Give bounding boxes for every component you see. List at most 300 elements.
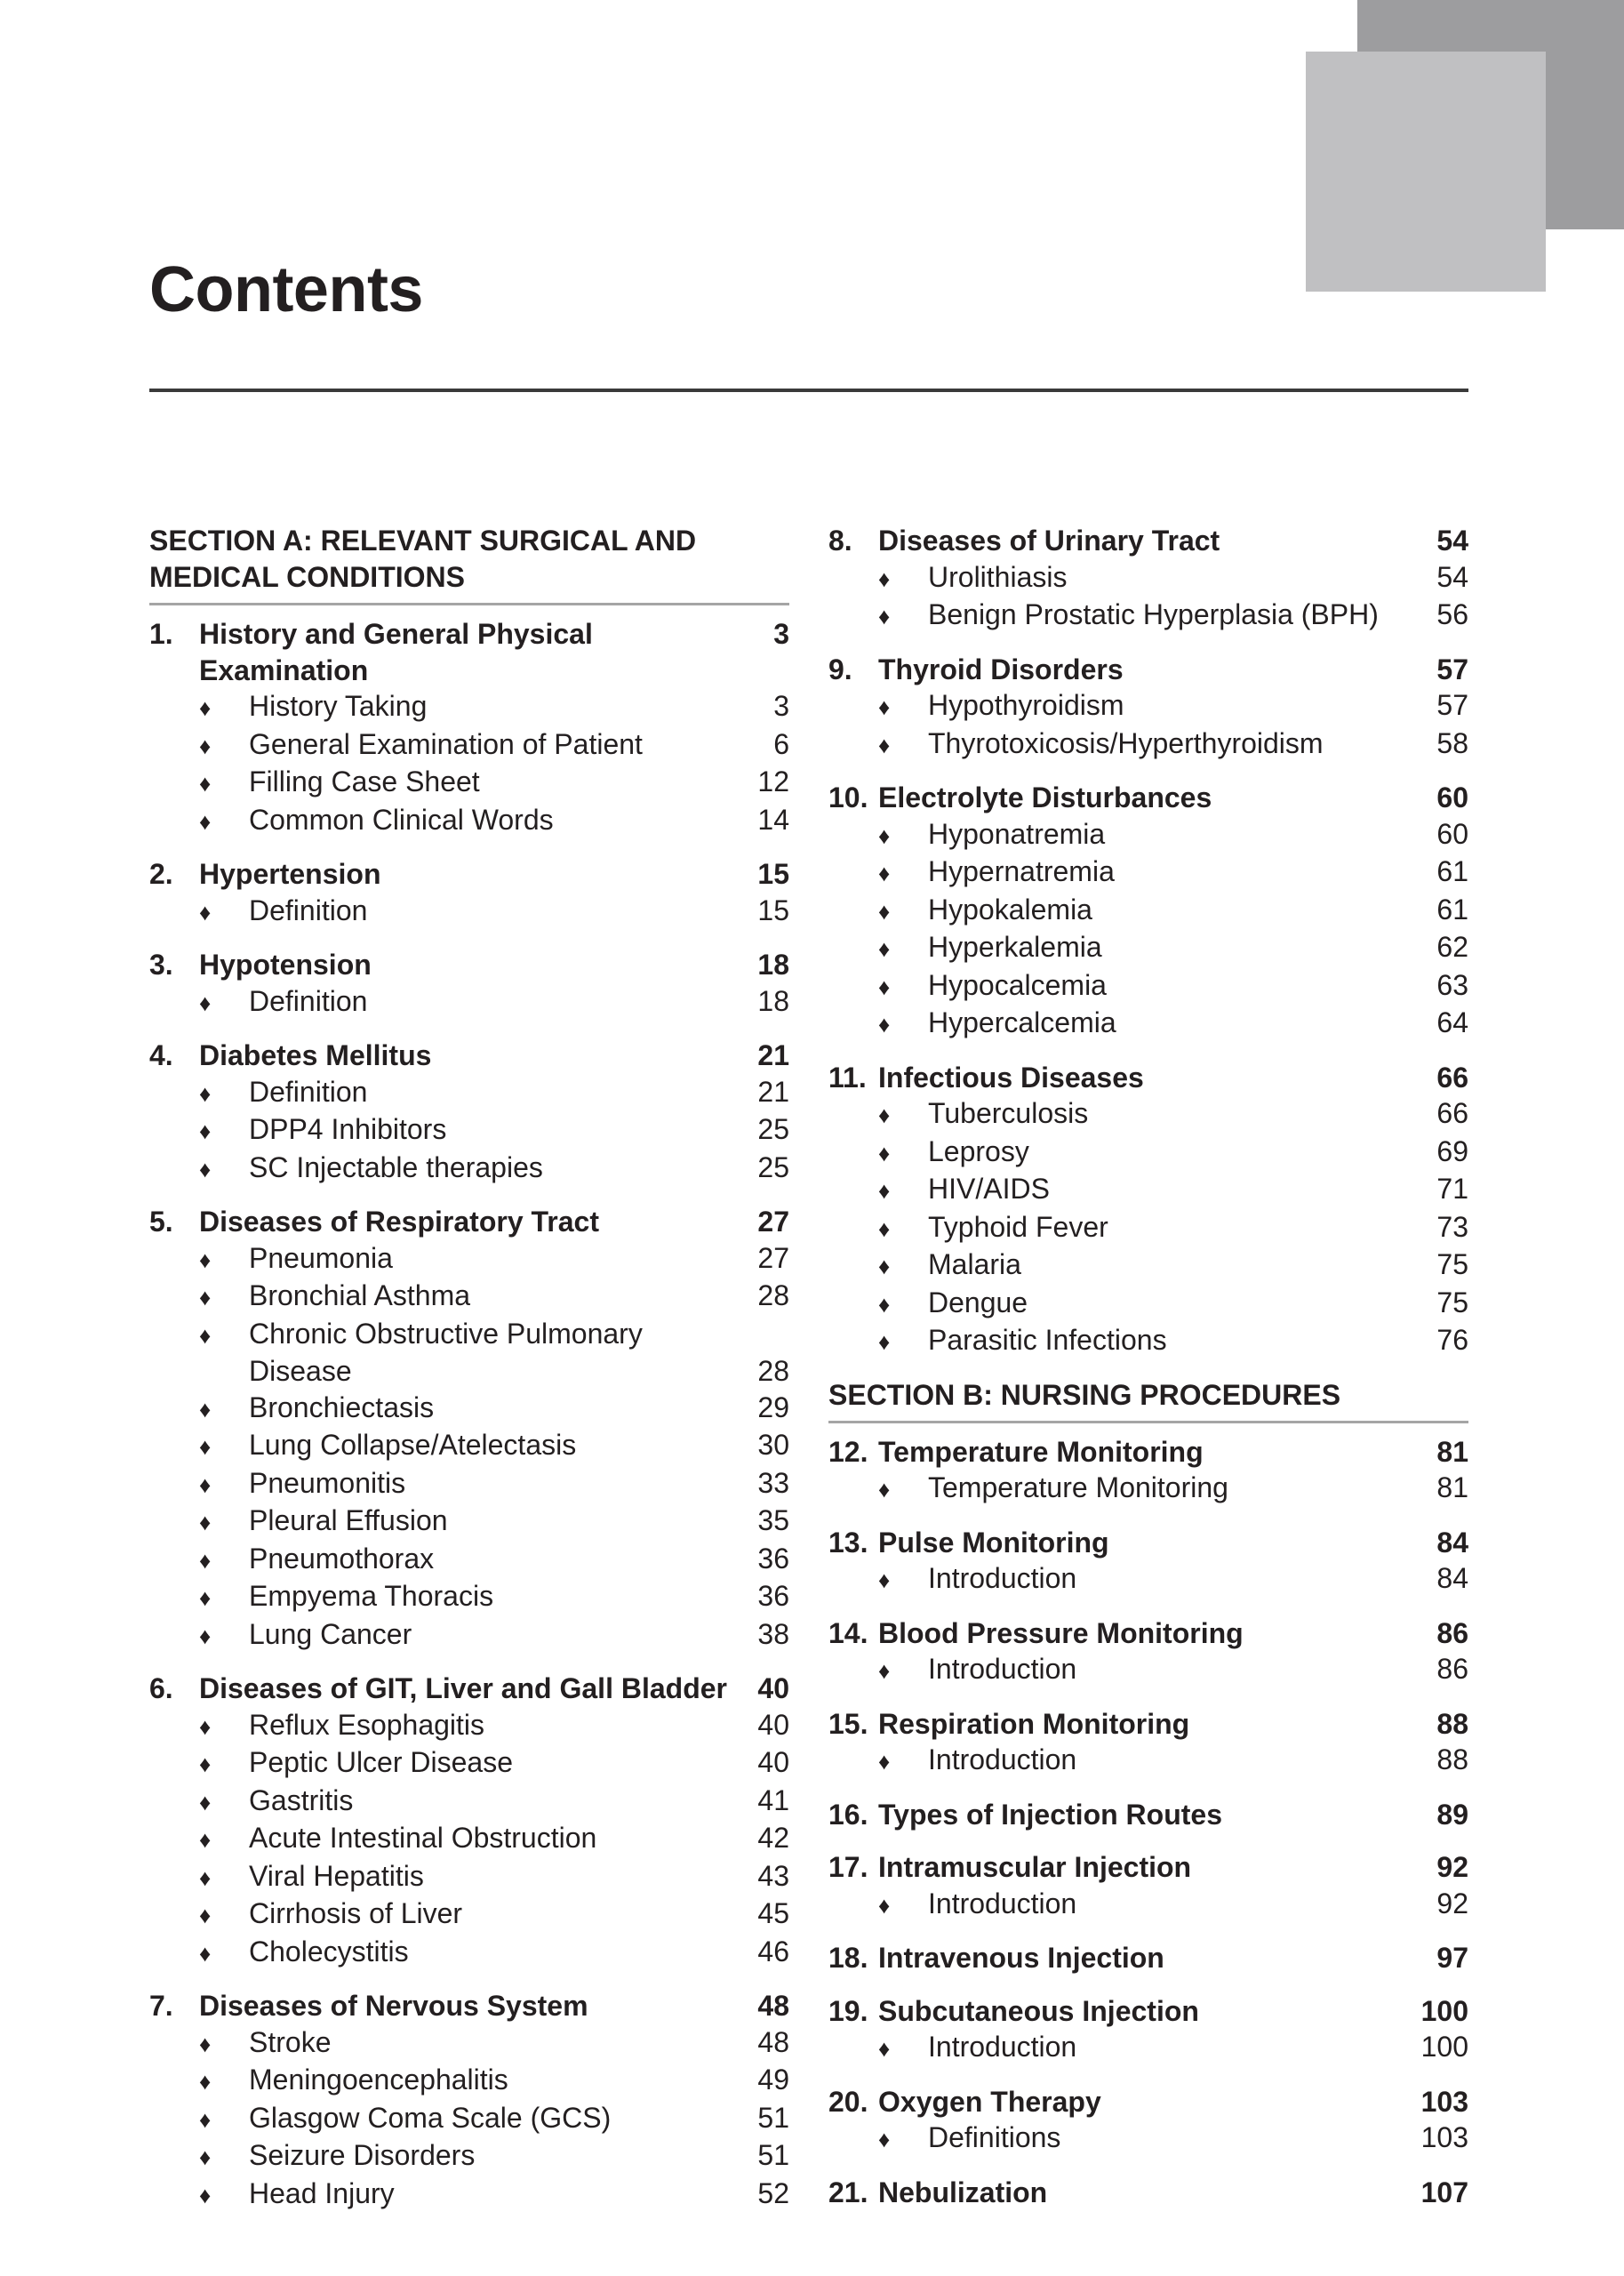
subentry-page-number: 21 <box>757 1075 789 1108</box>
chapter-entry[interactable] <box>828 652 1468 688</box>
subentry-title: Typhoid Fever <box>928 1210 1108 1243</box>
subentry-page-number: 12 <box>757 765 789 797</box>
chapter-page-number: 21 <box>757 1039 789 1071</box>
toc-subentry[interactable] <box>149 2176 789 2214</box>
diamond-bullet-icon: ♦ <box>199 1284 212 1310</box>
chapter-title: Subcutaneous Injection <box>878 1994 1199 2027</box>
toc-subentry[interactable] <box>149 1578 789 1616</box>
subentry-title: Definitions <box>928 2121 1061 2153</box>
diamond-bullet-icon: ♦ <box>878 2035 891 2062</box>
subentry-page-number: 75 <box>1436 1248 1468 1280</box>
contents-column-left <box>149 523 789 2230</box>
subentry-page-number: 35 <box>757 1504 789 1536</box>
diamond-bullet-icon: ♦ <box>199 2181 212 2208</box>
chapter-page-number: 40 <box>757 1672 789 1704</box>
chapter-number: 3. <box>149 949 173 981</box>
chapter-entry[interactable] <box>828 780 1468 816</box>
toc-subentry[interactable] <box>828 1886 1468 1924</box>
toc-chapter <box>828 1525 1468 1599</box>
subentry-title: Introduction <box>928 1887 1077 1919</box>
toc-subentry[interactable] <box>149 1616 789 1655</box>
chapter-title: Types of Injection Routes <box>878 1798 1222 1831</box>
subentry-page-number: 63 <box>1436 968 1468 1001</box>
subentry-title: Pneumothorax <box>249 1542 435 1575</box>
toc-chapter <box>149 947 789 1021</box>
subentry-title: Tuberculosis <box>928 1097 1089 1129</box>
toc-subentry-continued[interactable] <box>149 1353 789 1390</box>
diamond-bullet-icon: ♦ <box>199 1321 212 1349</box>
chapter-page-number: 54 <box>1436 525 1468 557</box>
toc-subentry[interactable] <box>828 1470 1468 1508</box>
chapter-entry[interactable] <box>828 1940 1468 1976</box>
subentry-title: Pneumonitis <box>249 1466 406 1499</box>
subentry-title: Hypercalcemia <box>928 1006 1116 1038</box>
diamond-bullet-icon: ♦ <box>199 1155 212 1182</box>
toc-subentry[interactable] <box>828 2120 1468 2158</box>
subentry-title: Parasitic Infections <box>928 1324 1167 1356</box>
diamond-bullet-icon: ♦ <box>878 1748 891 1775</box>
subentry-page-number: 88 <box>1436 1743 1468 1775</box>
toc-subentry[interactable] <box>828 1651 1468 1689</box>
subentry-title: Hyperkalemia <box>928 931 1102 963</box>
chapter-number: 10. <box>828 781 868 813</box>
chapter-page-number: 86 <box>1436 1616 1468 1649</box>
subentry-title: Hypokalemia <box>928 893 1092 926</box>
subentry-page-number: 54 <box>1436 560 1468 593</box>
toc-subentry[interactable] <box>149 1465 789 1503</box>
chapter-title: Infectious Diseases <box>878 1061 1144 1094</box>
toc-subentry[interactable] <box>828 816 1468 854</box>
subentry-page-number: 76 <box>1436 1324 1468 1356</box>
toc-chapter <box>828 652 1468 764</box>
toc-subentry[interactable] <box>149 2062 789 2100</box>
page-title: Contents <box>149 254 423 325</box>
chapter-title: History and General Physical Examination <box>199 618 593 686</box>
chapter-entry[interactable] <box>149 856 789 893</box>
toc-chapter <box>828 2084 1468 2158</box>
chapter-number: 11. <box>828 1061 867 1094</box>
toc-subentry[interactable] <box>828 1095 1468 1134</box>
chapter-number: 5. <box>149 1206 173 1238</box>
diamond-bullet-icon: ♦ <box>878 565 891 592</box>
chapter-number: 16. <box>828 1798 868 1831</box>
subentry-title: Lung Collapse/Atelectasis <box>249 1429 577 1461</box>
subentry-title: Introduction <box>928 1562 1077 1594</box>
toc-subentry[interactable] <box>149 2137 789 2176</box>
subentry-page-number: 84 <box>1436 1562 1468 1594</box>
corner-decoration-light <box>1306 52 1546 292</box>
subentry-title: Introduction <box>928 1653 1077 1685</box>
chapter-title: Thyroid Disorders <box>878 653 1124 685</box>
subentry-title: Cholecystitis <box>249 1935 409 1967</box>
chapter-page-number: 66 <box>1436 1061 1468 1094</box>
chapter-title: Pulse Monitoring <box>878 1526 1109 1559</box>
diamond-bullet-icon: ♦ <box>199 1863 212 1891</box>
chapter-title: Intravenous Injection <box>878 1942 1164 1974</box>
toc-subentry[interactable] <box>149 1820 789 1858</box>
toc-subentry[interactable] <box>828 854 1468 892</box>
chapter-entry[interactable] <box>828 2175 1468 2211</box>
subentry-page-number: 103 <box>1420 2121 1468 2153</box>
subentry-title: Hypocalcemia <box>928 968 1107 1001</box>
toc-chapter <box>828 1706 1468 1780</box>
chapter-entry[interactable] <box>828 1797 1468 1833</box>
toc-chapter <box>149 1671 789 1971</box>
subentry-title: Stroke <box>249 2025 332 2058</box>
toc-subentry[interactable] <box>149 1074 789 1112</box>
toc-chapter <box>828 1849 1468 1923</box>
subentry-title: Bronchial Asthma <box>249 1279 471 1311</box>
subentry-page-number: 36 <box>757 1580 789 1612</box>
toc-subentry[interactable] <box>828 1742 1468 1780</box>
diamond-bullet-icon: ♦ <box>878 731 891 758</box>
subentry-title: Viral Hepatitis <box>249 1859 424 1892</box>
subentry-title: Cirrhosis of Liver <box>249 1897 463 1929</box>
chapter-entry[interactable] <box>828 1849 1468 1886</box>
subentry-title: Hypernatremia <box>928 855 1115 887</box>
chapter-entry[interactable] <box>149 1671 789 1707</box>
chapter-title: Electrolyte Disturbances <box>878 781 1212 813</box>
diamond-bullet-icon: ♦ <box>878 821 891 849</box>
diamond-bullet-icon: ♦ <box>199 694 212 721</box>
subentry-title: History Taking <box>249 690 428 722</box>
toc-subentry[interactable] <box>828 967 1468 1006</box>
toc-chapter <box>828 2175 1468 2211</box>
diamond-bullet-icon: ♦ <box>199 1395 212 1422</box>
toc-subentry[interactable] <box>149 688 789 726</box>
toc-subentry[interactable] <box>149 1111 789 1150</box>
chapter-number: 21. <box>828 2176 868 2208</box>
subentry-title: Introduction <box>928 1743 1077 1775</box>
diamond-bullet-icon: ♦ <box>199 1546 212 1574</box>
diamond-bullet-icon: ♦ <box>199 1622 212 1649</box>
chapter-page-number: 88 <box>1436 1707 1468 1740</box>
toc-subentry[interactable] <box>149 2100 789 2138</box>
chapter-number: 7. <box>149 1990 173 2022</box>
toc-subentry[interactable] <box>828 1285 1468 1323</box>
diamond-bullet-icon: ♦ <box>199 807 212 835</box>
diamond-bullet-icon: ♦ <box>878 973 891 1000</box>
toc-subentry[interactable] <box>828 2029 1468 2067</box>
chapter-title: Diabetes Mellitus <box>199 1039 432 1071</box>
diamond-bullet-icon: ♦ <box>878 693 891 720</box>
diamond-bullet-icon: ♦ <box>878 897 891 925</box>
diamond-bullet-icon: ♦ <box>199 1471 212 1498</box>
toc-subentry[interactable] <box>149 1240 789 1278</box>
subentry-title: Thyrotoxicosis/Hyperthyroidism <box>928 726 1324 759</box>
subentry-page-number: 28 <box>757 1355 789 1387</box>
diamond-bullet-icon: ♦ <box>878 1253 891 1279</box>
toc-subentry[interactable] <box>149 893 789 931</box>
title-rule <box>149 389 1468 392</box>
subentry-title: Pleural Effusion <box>249 1504 448 1536</box>
chapter-number: 18. <box>828 1942 868 1974</box>
diamond-bullet-icon: ♦ <box>199 1788 212 1815</box>
chapter-page-number: 60 <box>1436 781 1468 813</box>
diamond-bullet-icon: ♦ <box>199 1902 212 1928</box>
toc-subentry[interactable] <box>149 726 789 765</box>
toc-subentry[interactable] <box>828 597 1468 635</box>
chapter-number: 4. <box>149 1039 173 1071</box>
chapter-entry[interactable] <box>828 1993 1468 2030</box>
chapter-entry[interactable] <box>149 1988 789 2024</box>
toc-chapter <box>828 1797 1468 1833</box>
chapter-page-number: 18 <box>757 949 789 981</box>
toc-subentry[interactable] <box>828 1171 1468 1209</box>
subentry-title: Temperature Monitoring <box>928 1471 1228 1503</box>
subentry-page-number: 42 <box>757 1822 789 1854</box>
subentry-page-number: 36 <box>757 1542 789 1575</box>
subentry-page-number: 71 <box>1436 1173 1468 1205</box>
subentry-page-number: 73 <box>1436 1210 1468 1243</box>
chapter-entry[interactable] <box>149 947 789 983</box>
toc-chapter <box>149 1204 789 1654</box>
toc-subentry[interactable] <box>149 1541 789 1579</box>
subentry-title: Seizure Disorders <box>249 2139 476 2171</box>
diamond-bullet-icon: ♦ <box>878 1657 891 1684</box>
diamond-bullet-icon: ♦ <box>199 898 212 926</box>
diamond-bullet-icon: ♦ <box>878 860 891 886</box>
chapter-entry[interactable] <box>828 1434 1468 1471</box>
subentry-page-number: 49 <box>757 2064 789 2096</box>
diamond-bullet-icon: ♦ <box>878 1891 891 1919</box>
chapter-number: 2. <box>149 858 173 890</box>
subentry-title: HIV/AIDS <box>928 1173 1050 1205</box>
subentry-title: Definition <box>249 1075 368 1108</box>
chapter-entry[interactable] <box>828 1615 1468 1652</box>
diamond-bullet-icon: ♦ <box>199 989 212 1016</box>
subentry-page-number: 40 <box>757 1746 789 1778</box>
diamond-bullet-icon: ♦ <box>199 1118 212 1144</box>
diamond-bullet-icon: ♦ <box>878 2126 891 2152</box>
diamond-bullet-icon: ♦ <box>199 2105 212 2133</box>
subentry-page-number: 46 <box>757 1935 789 1967</box>
chapter-number: 19. <box>828 1994 868 2027</box>
subentry-page-number: 61 <box>1436 855 1468 887</box>
chapter-page-number: 89 <box>1436 1798 1468 1831</box>
toc-chapter <box>828 1060 1468 1360</box>
chapter-title: Hypotension <box>199 949 372 981</box>
toc-subentry[interactable] <box>828 687 1468 725</box>
subentry-title: Definition <box>249 894 368 926</box>
subentry-title-continued: Disease <box>249 1355 352 1387</box>
diamond-bullet-icon: ♦ <box>878 1214 891 1242</box>
subentry-page-number: 58 <box>1436 726 1468 759</box>
chapter-page-number: 3 <box>773 618 789 650</box>
toc-subentry[interactable] <box>149 1895 789 1934</box>
toc-chapter <box>828 1940 1468 1976</box>
diamond-bullet-icon: ♦ <box>878 1177 891 1204</box>
subentry-page-number: 6 <box>773 727 789 760</box>
subentry-page-number: 33 <box>757 1466 789 1499</box>
subentry-title: Glasgow Coma Scale (GCS) <box>249 2101 612 2134</box>
toc-subentry[interactable] <box>149 1783 789 1821</box>
diamond-bullet-icon: ♦ <box>199 1079 212 1107</box>
diamond-bullet-icon: ♦ <box>199 1509 212 1535</box>
diamond-bullet-icon: ♦ <box>199 1751 212 1777</box>
toc-subentry[interactable] <box>149 1150 789 1188</box>
toc-chapter <box>828 523 1468 635</box>
toc-subentry[interactable] <box>149 1707 789 1745</box>
toc-subentry[interactable] <box>149 1427 789 1465</box>
diamond-bullet-icon: ♦ <box>199 1433 212 1460</box>
toc-subentry[interactable] <box>828 1134 1468 1172</box>
toc-subentry[interactable] <box>149 2024 789 2063</box>
subentry-title: Hyponatremia <box>928 817 1106 850</box>
subentry-title: Chronic Obstructive Pulmonary <box>249 1317 643 1350</box>
toc-subentry[interactable] <box>149 983 789 1022</box>
subentry-page-number: 81 <box>1436 1471 1468 1503</box>
toc-subentry[interactable] <box>149 1278 789 1316</box>
subentry-page-number: 18 <box>757 984 789 1017</box>
diamond-bullet-icon: ♦ <box>878 603 891 629</box>
chapter-entry[interactable] <box>828 523 1468 559</box>
chapter-title: Blood Pressure Monitoring <box>878 1616 1244 1649</box>
chapter-page-number: 97 <box>1436 1942 1468 1974</box>
chapter-page-number: 107 <box>1420 2176 1468 2208</box>
chapter-title: Respiration Monitoring <box>878 1707 1190 1740</box>
chapter-page-number: 81 <box>1436 1435 1468 1468</box>
subentry-page-number: 64 <box>1436 1006 1468 1038</box>
diamond-bullet-icon: ♦ <box>199 1246 212 1273</box>
subentry-title: Head Injury <box>249 2176 395 2209</box>
chapter-entry[interactable] <box>828 2084 1468 2120</box>
chapter-entry[interactable] <box>828 1525 1468 1561</box>
chapter-entry[interactable] <box>149 1038 789 1074</box>
toc-chapter <box>828 1993 1468 2067</box>
subentry-title: Urolithiasis <box>928 560 1068 593</box>
chapter-title: Diseases of Urinary Tract <box>878 525 1220 557</box>
subentry-page-number: 92 <box>1436 1887 1468 1919</box>
subentry-title: Empyema Thoracis <box>249 1580 494 1612</box>
diamond-bullet-icon: ♦ <box>199 770 212 797</box>
chapter-entry[interactable] <box>149 1204 789 1240</box>
chapter-number: 12. <box>828 1435 868 1468</box>
diamond-bullet-icon: ♦ <box>199 1584 212 1611</box>
chapter-entry[interactable] <box>149 616 789 688</box>
subentry-title: Definition <box>249 984 368 1017</box>
chapter-entry[interactable] <box>828 1706 1468 1743</box>
toc-subentry[interactable] <box>149 1390 789 1428</box>
chapter-title: Nebulization <box>878 2176 1048 2208</box>
subentry-page-number: 15 <box>757 894 789 926</box>
toc-chapter <box>149 856 789 930</box>
diamond-bullet-icon: ♦ <box>199 1939 212 1967</box>
subentry-title: Leprosy <box>928 1134 1029 1167</box>
toc-subentry[interactable] <box>828 1560 1468 1599</box>
chapter-title: Oxygen Therapy <box>878 2085 1101 2118</box>
toc-chapter <box>828 780 1468 1043</box>
toc-subentry[interactable] <box>828 1322 1468 1360</box>
section-heading: SECTION A: RELEVANT SURGICAL AND MEDICAL CONDITIONS <box>149 523 789 605</box>
subentry-page-number: 66 <box>1436 1097 1468 1129</box>
chapter-page-number: 15 <box>757 858 789 890</box>
subentry-title: General Examination of Patient <box>249 727 643 760</box>
subentry-page-number: 40 <box>757 1708 789 1741</box>
subentry-page-number: 86 <box>1436 1653 1468 1685</box>
chapter-page-number: 57 <box>1436 653 1468 685</box>
toc-subentry[interactable] <box>149 1744 789 1783</box>
toc-subentry[interactable] <box>149 764 789 802</box>
chapter-number: 13. <box>828 1526 868 1559</box>
toc-chapter <box>149 1988 789 2213</box>
subentry-title: DPP4 Inhibitors <box>249 1113 447 1145</box>
subentry-page-number: 25 <box>757 1113 789 1145</box>
chapter-number: 1. <box>149 618 173 650</box>
toc-chapter <box>149 1038 789 1187</box>
toc-subentry[interactable] <box>828 1246 1468 1285</box>
diamond-bullet-icon: ♦ <box>878 935 891 962</box>
subentry-page-number: 48 <box>757 2025 789 2058</box>
diamond-bullet-icon: ♦ <box>199 2144 212 2170</box>
chapter-title: Intramuscular Injection <box>878 1851 1192 1883</box>
chapter-page-number: 48 <box>757 1990 789 2022</box>
subentry-page-number: 62 <box>1436 931 1468 963</box>
toc-subentry[interactable] <box>828 1209 1468 1247</box>
subentry-title: Filling Case Sheet <box>249 765 480 797</box>
toc-subentry[interactable] <box>149 1858 789 1896</box>
chapter-number: 6. <box>149 1672 173 1704</box>
section-heading: SECTION B: NURSING PROCEDURES <box>828 1377 1468 1423</box>
subentry-page-number: 100 <box>1420 2031 1468 2063</box>
chapter-entry[interactable] <box>828 1060 1468 1096</box>
diamond-bullet-icon: ♦ <box>199 2030 212 2057</box>
subentry-title: Common Clinical Words <box>249 803 554 836</box>
chapter-page-number: 100 <box>1420 1994 1468 2027</box>
chapter-number: 9. <box>828 653 852 685</box>
subentry-page-number: 51 <box>757 2139 789 2171</box>
subentry-title: Acute Intestinal Obstruction <box>249 1822 597 1854</box>
toc-subentry[interactable] <box>828 559 1468 597</box>
subentry-page-number: 52 <box>757 2176 789 2209</box>
diamond-bullet-icon: ♦ <box>199 2068 212 2095</box>
subentry-page-number: 45 <box>757 1897 789 1929</box>
subentry-title: Introduction <box>928 2031 1077 2063</box>
subentry-page-number: 51 <box>757 2101 789 2134</box>
diamond-bullet-icon: ♦ <box>878 1290 891 1318</box>
toc-subentry[interactable] <box>828 892 1468 930</box>
toc-subentry[interactable] <box>149 1503 789 1541</box>
toc-subentry[interactable] <box>149 1934 789 1972</box>
subentry-page-number: 61 <box>1436 893 1468 926</box>
subentry-title: Reflux Esophagitis <box>249 1708 485 1741</box>
toc-subentry[interactable] <box>828 725 1468 764</box>
chapter-page-number: 92 <box>1436 1851 1468 1883</box>
subentry-page-number: 14 <box>757 803 789 836</box>
toc-subentry[interactable] <box>149 1316 789 1354</box>
chapter-page-number: 103 <box>1420 2085 1468 2118</box>
toc-subentry[interactable] <box>828 929 1468 967</box>
toc-chapter <box>828 1434 1468 1508</box>
chapter-page-number: 27 <box>757 1206 789 1238</box>
subentry-page-number: 69 <box>1436 1134 1468 1167</box>
toc-subentry[interactable] <box>828 1005 1468 1043</box>
diamond-bullet-icon: ♦ <box>878 1139 891 1166</box>
diamond-bullet-icon: ♦ <box>199 732 212 759</box>
chapter-page-number: 84 <box>1436 1526 1468 1559</box>
diamond-bullet-icon: ♦ <box>199 1826 212 1853</box>
diamond-bullet-icon: ♦ <box>878 1567 891 1593</box>
chapter-number: 8. <box>828 525 852 557</box>
diamond-bullet-icon: ♦ <box>878 1011 891 1038</box>
subentry-title: Bronchiectasis <box>249 1390 435 1423</box>
subentry-page-number: 3 <box>773 690 789 722</box>
subentry-title: Peptic Ulcer Disease <box>249 1746 513 1778</box>
toc-subentry[interactable] <box>149 802 789 840</box>
subentry-page-number: 25 <box>757 1150 789 1183</box>
diamond-bullet-icon: ♦ <box>878 1476 891 1503</box>
subentry-page-number: 57 <box>1436 689 1468 721</box>
